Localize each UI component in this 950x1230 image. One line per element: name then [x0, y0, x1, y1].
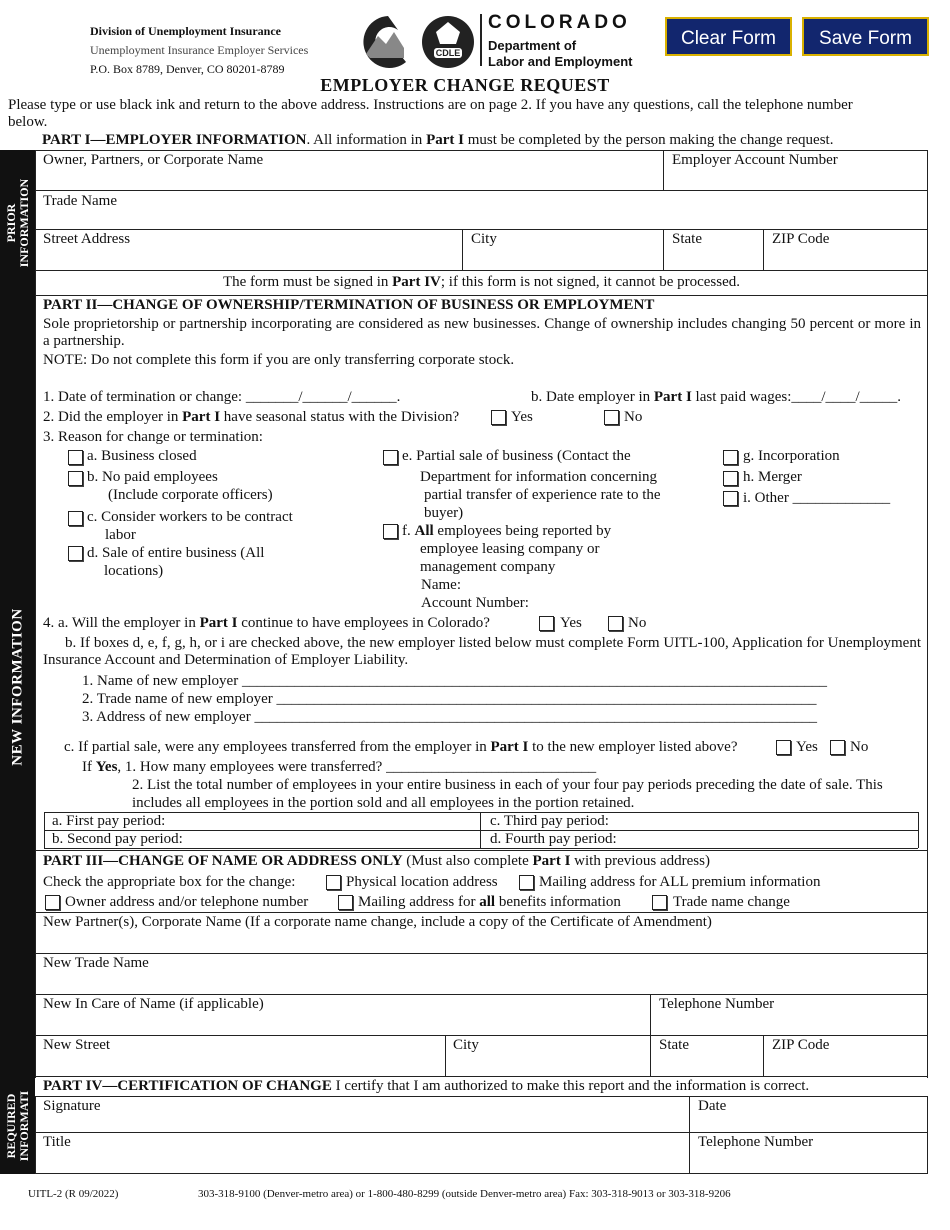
seasonal-no-label: No: [624, 409, 643, 425]
transfer-yes-label: Yes: [796, 739, 818, 755]
signature-field[interactable]: [43, 1115, 683, 1131]
part2-intro: Sole proprietorship or partnership incorporating are considered as new businesses. Change of ownership includes changing 50 percent or more in a partnership.: [43, 316, 921, 349]
part4-heading: PART IV—CERTIFICATION OF CHANGE I certify that I am authorized to make this report and the information is correct.: [43, 1078, 810, 1094]
mailing-benefits-checkbox[interactable]: [338, 895, 353, 910]
new-partner-field[interactable]: [43, 933, 918, 951]
logo-state-text: COLORADO: [488, 12, 631, 33]
sidebar-required-label: REQUIRED INFORMATI: [3, 1090, 31, 1162]
trade-name-field[interactable]: [43, 210, 918, 228]
reason-f-checkbox[interactable]: [383, 524, 398, 539]
zip-code-label: ZIP Code: [772, 231, 830, 247]
new-city-field[interactable]: [452, 1056, 642, 1074]
certifier-telephone-field[interactable]: [697, 1152, 919, 1170]
new-street-field[interactable]: [43, 1056, 438, 1074]
q4a-continue-employees: 4. a. Will the employer in Part I continue to have employees in Colorado?: [43, 615, 490, 631]
date-label: Date: [698, 1098, 727, 1114]
signature-required-note: The form must be signed in Part IV; if this form is not signed, it cannot be processed.: [222, 274, 740, 290]
date-field[interactable]: [697, 1115, 919, 1131]
services-name: Unemployment Insurance Employer Services: [90, 43, 309, 57]
new-telephone-label: Telephone Number: [659, 996, 775, 1012]
q4c-partial-sale: c. If partial sale, were any employees transferred from the employer in Part I to the new employer listed above?: [64, 739, 738, 755]
logo-dept-line1: Department of: [488, 38, 577, 53]
seasonal-no-checkbox[interactable]: [604, 410, 619, 425]
continue-yes-label: Yes: [560, 615, 582, 631]
reason-d-label: d. Sale of entire business (All: [87, 545, 265, 561]
certifier-telephone-label: Telephone Number: [698, 1134, 814, 1150]
reason-i-checkbox[interactable]: [723, 491, 738, 506]
footer-phones: 303-318-9100 (Denver-metro area) or 1-800-480-8299 (outside Denver-metro area) Fax: 303-318-9013 or 303-318-9206: [198, 1188, 731, 1200]
q1-termination-date[interactable]: 1. Date of termination or change: _______/______/______.: [43, 389, 401, 405]
q2-seasonal-status: 2. Did the employer in Part I have seasonal status with the Division?: [43, 409, 460, 425]
reason-b-sublabel: (Include corporate officers): [108, 487, 273, 503]
mailing-premium-label: Mailing address for ALL premium information: [539, 874, 821, 890]
sidebar-new-information: [0, 296, 35, 1078]
reason-h-label: h. Merger: [743, 469, 802, 485]
employees-transferred-line[interactable]: If Yes, 1. How many employees were transferred? ____________________________: [82, 759, 597, 775]
transfer-no-checkbox[interactable]: [830, 740, 845, 755]
third-pay-period-field[interactable]: c. Third pay period:: [490, 813, 609, 829]
logo-badge-text: CDLE: [435, 48, 461, 58]
reason-e-line4: buyer): [424, 505, 464, 521]
trade-name-change-checkbox[interactable]: [652, 895, 667, 910]
first-pay-period-field[interactable]: a. First pay period:: [52, 813, 166, 829]
division-name: Division of Unemployment Insurance: [90, 24, 282, 38]
signature-label: Signature: [43, 1098, 101, 1114]
reason-f-line3: management company: [420, 559, 556, 575]
mailing-premium-checkbox[interactable]: [519, 875, 534, 890]
continue-no-label: No: [628, 615, 647, 631]
city-field[interactable]: [470, 250, 655, 268]
care-of-name-label: New In Care of Name (if applicable): [43, 996, 264, 1012]
part1-heading: PART I—EMPLOYER INFORMATION. All information in Part I must be completed by the person making the change request.: [42, 132, 834, 148]
owner-address-checkbox[interactable]: [45, 895, 60, 910]
logo-dept-line2: Labor and Employment: [488, 54, 633, 69]
care-of-name-field[interactable]: [43, 1015, 643, 1033]
part3-check-label: Check the appropriate box for the change:: [43, 874, 296, 890]
new-state-field[interactable]: [658, 1056, 756, 1074]
reason-a-checkbox[interactable]: [68, 450, 83, 465]
q3-reason-label: 3. Reason for change or termination:: [43, 429, 263, 445]
form-instructions: Please type or use black ink and return to the above address. Instructions are on page 2. If you have any questions, call the telephone number below.: [8, 97, 853, 130]
new-employer-address-line[interactable]: 3. Address of new employer ___________________________________________________________________________: [82, 709, 817, 725]
reason-f-line2: employee leasing company or: [420, 541, 600, 557]
reason-b-checkbox[interactable]: [68, 471, 83, 486]
reason-d-sublabel: locations): [104, 563, 164, 579]
reason-a-label: a. Business closed: [87, 448, 197, 464]
trade-name-label: Trade Name: [43, 193, 118, 209]
sidebar-required-information: [0, 1078, 35, 1174]
reason-g-checkbox[interactable]: [723, 450, 738, 465]
account-number-label: Employer Account Number: [672, 152, 838, 168]
physical-address-label: Physical location address: [346, 874, 498, 890]
seasonal-yes-checkbox[interactable]: [491, 410, 506, 425]
title-field[interactable]: [43, 1152, 683, 1170]
reason-e-checkbox[interactable]: [383, 450, 398, 465]
trade-name-change-label: Trade name change: [673, 894, 790, 910]
sidebar-prior-label: PRIOR INFORMATION: [3, 178, 31, 268]
save-form-button[interactable]: Save Form: [802, 17, 929, 56]
leasing-account-label: Account Number:: [421, 595, 529, 611]
reason-e-line3: partial transfer of experience rate to the: [424, 487, 661, 503]
clear-form-button[interactable]: Clear Form: [665, 17, 792, 56]
mailing-benefits-label: Mailing address for all benefits information: [358, 894, 621, 910]
new-state-label: State: [659, 1037, 689, 1053]
continue-no-checkbox[interactable]: [608, 616, 623, 631]
reason-c-label: c. Consider workers to be contract: [87, 509, 293, 525]
reason-e-label: e. Partial sale of business (Contact the: [402, 448, 631, 464]
pay-periods-instruction-1: 2. List the total number of employees in your entire business in each of your four pay periods preceding the date of sale. This: [132, 777, 883, 793]
part3-heading: PART III—CHANGE OF NAME OR ADDRESS ONLY (Must also complete Part I with previous address): [43, 853, 710, 869]
physical-address-checkbox[interactable]: [326, 875, 341, 890]
zip-code-field[interactable]: [770, 250, 920, 268]
street-address-field[interactable]: [43, 250, 453, 268]
state-field[interactable]: [670, 250, 755, 268]
city-label: City: [471, 231, 497, 247]
q4b-instructions: b. If boxes d, e, f, g, h, or i are checked above, the new employer listed below must complete Form UITL-100, Application for Unemployment Insurance Account and Determination of Employer Liability.: [43, 635, 921, 668]
new-trade-name-field[interactable]: [43, 974, 918, 992]
mailing-address: P.O. Box 8789, Denver, CO 80201-8789: [90, 62, 285, 76]
new-street-label: New Street: [43, 1037, 111, 1053]
reason-c-checkbox[interactable]: [68, 511, 83, 526]
new-employer-trade-line[interactable]: 2. Trade name of new employer ________________________________________________________________________: [82, 691, 817, 707]
reason-i-other-label[interactable]: i. Other _____________: [743, 490, 891, 506]
leasing-name-label: Name:: [421, 577, 461, 593]
reason-c-sublabel: labor: [105, 527, 136, 543]
reason-e-line2: Department for information concerning: [420, 469, 657, 485]
new-zip-label: ZIP Code: [772, 1037, 830, 1053]
state-label: State: [672, 231, 702, 247]
street-address-label: Street Address: [43, 231, 131, 247]
agency-address-block: [90, 22, 308, 79]
owner-address-label: Owner address and/or telephone number: [65, 894, 309, 910]
transfer-no-label: No: [850, 739, 869, 755]
new-employer-name-line[interactable]: 1. Name of new employer ______________________________________________________________________________: [82, 673, 827, 689]
transfer-yes-checkbox[interactable]: [776, 740, 791, 755]
owner-name-field[interactable]: [43, 170, 653, 188]
reason-b-label: b. No paid employees: [87, 469, 218, 485]
new-partner-label: New Partner(s), Corporate Name (If a corporate name change, include a copy of the Certificate of Amendment): [43, 914, 712, 930]
sidebar-new-label: NEW INFORMATION: [9, 608, 25, 766]
cdle-logo: [356, 12, 646, 68]
pay-periods-instruction-2: includes all employees in the portion sold and all employees in the portion retained.: [132, 795, 635, 811]
continue-yes-checkbox[interactable]: [539, 616, 554, 631]
title-label: Title: [43, 1134, 71, 1150]
second-pay-period-field[interactable]: b. Second pay period:: [52, 831, 183, 847]
reason-h-checkbox[interactable]: [723, 471, 738, 486]
seasonal-yes-label: Yes: [511, 409, 533, 425]
owner-name-label: Owner, Partners, or Corporate Name: [43, 152, 264, 168]
reason-d-checkbox[interactable]: [68, 546, 83, 561]
new-zip-field[interactable]: [771, 1056, 919, 1074]
part2-note: NOTE: Do not complete this form if you are only transferring corporate stock.: [43, 352, 515, 368]
fourth-pay-period-field[interactable]: d. Fourth pay period:: [490, 831, 617, 847]
form-title: EMPLOYER CHANGE REQUEST: [320, 75, 610, 95]
new-telephone-field[interactable]: [658, 1015, 918, 1033]
reason-f-label: f. All employees being reported by: [402, 523, 612, 539]
new-city-label: City: [453, 1037, 479, 1053]
reason-g-label: g. Incorporation: [743, 448, 840, 464]
account-number-field[interactable]: [670, 170, 920, 188]
colorado-logo-icon: [356, 12, 484, 72]
new-trade-name-label: New Trade Name: [43, 955, 149, 971]
form-id: UITL-2 (R 09/2022): [28, 1188, 119, 1200]
part2-heading: PART II—CHANGE OF OWNERSHIP/TERMINATION OF BUSINESS OR EMPLOYMENT: [43, 297, 655, 313]
q1b-last-paid-date[interactable]: b. Date employer in Part I last paid wages:____/____/_____.: [531, 389, 901, 405]
